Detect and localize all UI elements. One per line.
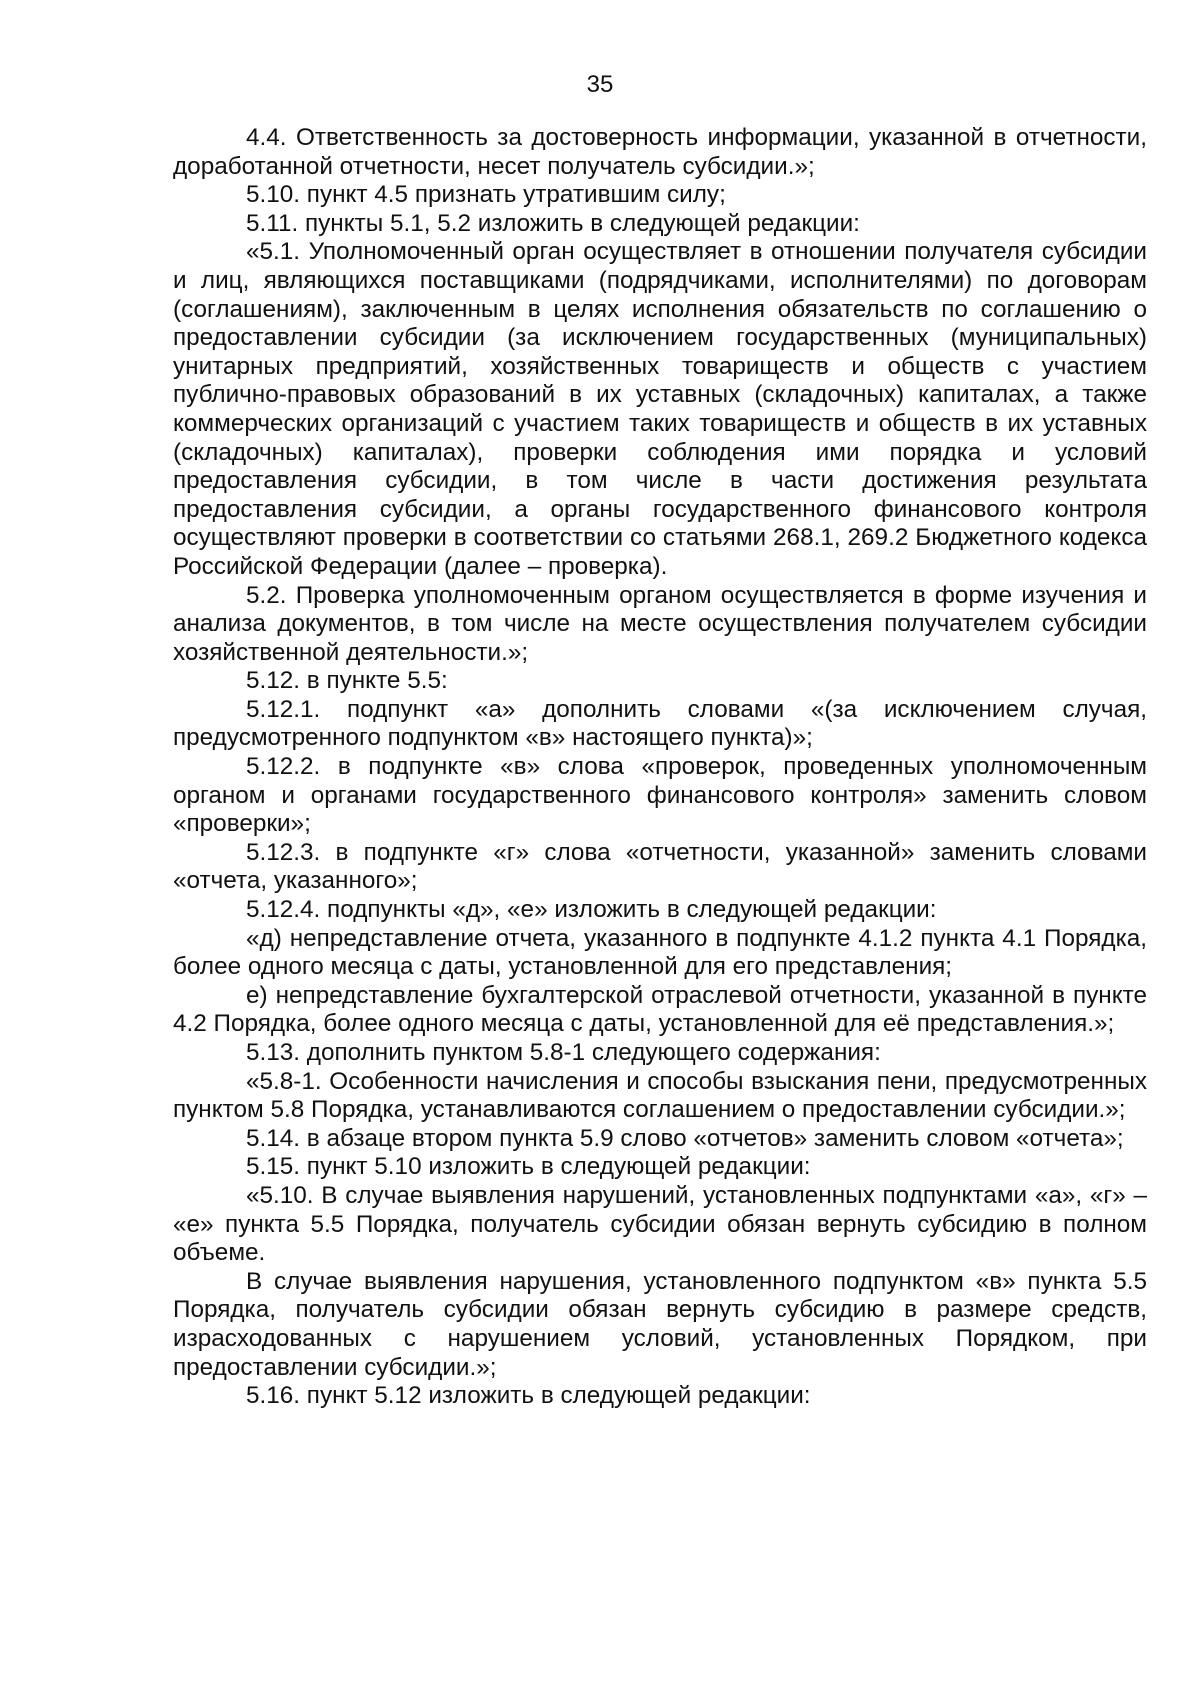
- paragraph: «5.10. В случае выявления нарушений, установленных подпунктами «а», «г» – «е» пункта 5.5 Порядка, получатель субсидии обязан вернуть субсидию в полном объеме.: [173, 1181, 1147, 1267]
- paragraph: «5.8-1. Особенности начисления и способы взыскания пени, предусмотренных пунктом 5.8 Порядка, устанавливаются соглашением о предоставлении субсидии.»;: [173, 1067, 1147, 1124]
- paragraph: 5.12.1. подпункт «а» дополнить словами «(за исключением случая, предусмотренного подпунктом «в» настоящего пункта)»;: [173, 695, 1147, 752]
- paragraph: 5.12. в пункте 5.5:: [246, 667, 448, 695]
- page-number: 35: [586, 71, 614, 98]
- paragraph: 4.4. Ответственность за достоверность информации, указанной в отчетности, доработанной отчетности, несет получатель субсидии.»;: [173, 124, 1147, 180]
- paragraph: 5.10. пункт 4.5 признать утратившим силу;: [246, 181, 726, 209]
- paragraph: е) непредставление бухгалтерской отраслевой отчетности, указанной в пункте 4.2 Порядка, более одного месяца с даты, установленной для её представления.»;: [173, 981, 1147, 1038]
- paragraph: 5.14. в абзаце втором пункта 5.9 слово «отчетов» заменить словом «отчета»;: [246, 1124, 1124, 1152]
- paragraph: 5.13. дополнить пунктом 5.8-1 следующего содержания:: [246, 1039, 881, 1066]
- document-body: [173, 124, 1147, 1411]
- paragraph: 5.16. пункт 5.12 изложить в следующей редакции:: [246, 1382, 811, 1410]
- paragraph: «5.1. Уполномоченный орган осуществляет в отношении получателя субсидии и лиц, являющихся поставщиками (подрядчиками, исполнителями) по договорам (соглашениям), заключенным в целях исполнения обязательств по соглашению о предоставлении субсидии (за исключением государственных (муниципальных) унитарных предприятий, хозяйственных товариществ и обществ с участием публично-правовых образований в их уставных (складочных) капиталах, а также коммерческих организаций с участием таких товариществ и обществ в их уставных (складочных) капиталах), проверки соблюдения ими порядка и условий предоставления субсидии, в том числе в части достижения результата предоставления субсидии, а органы государственного финансового контроля осуществляют проверки в соответствии со статьями 268.1, 269.2 Бюджетного кодекса Российской Федерации (далее – проверка).: [173, 238, 1147, 580]
- paragraph: 5.11. пункты 5.1, 5.2 изложить в следующей редакции:: [246, 209, 860, 237]
- paragraph: 5.12.2. в подпункте «в» слова «проверок, проведенных уполномоченным органом и органами государственного финансового контроля» заменить словом «проверки»;: [173, 753, 1147, 838]
- paragraph: «д) непредставление отчета, указанного в подпункте 4.1.2 пункта 4.1 Порядка, более одного месяца с даты, установленной для его представления;: [173, 924, 1147, 981]
- paragraph: В случае выявления нарушения, установленного подпунктом «в» пункта 5.5 Порядка, получатель субсидии обязан вернуть субсидию в размере средств, израсходованных с нарушением условий, установленных Порядком, при предоставлении субсидии.»;: [173, 1267, 1147, 1381]
- paragraph: 5.15. пункт 5.10 изложить в следующей редакции:: [246, 1153, 811, 1181]
- paragraph: 5.2. Проверка уполномоченным органом осуществляется в форме изучения и анализа документов, в том числе на месте осуществления получателем субсидии хозяйственной деятельности.»;: [173, 581, 1147, 666]
- paragraph: 5.12.4. подпункты «д», «е» изложить в следующей редакции:: [246, 896, 937, 924]
- paragraph: 5.12.3. в подпункте «г» слова «отчетности, указанной» заменить словами «отчета, указанного»;: [173, 838, 1147, 895]
